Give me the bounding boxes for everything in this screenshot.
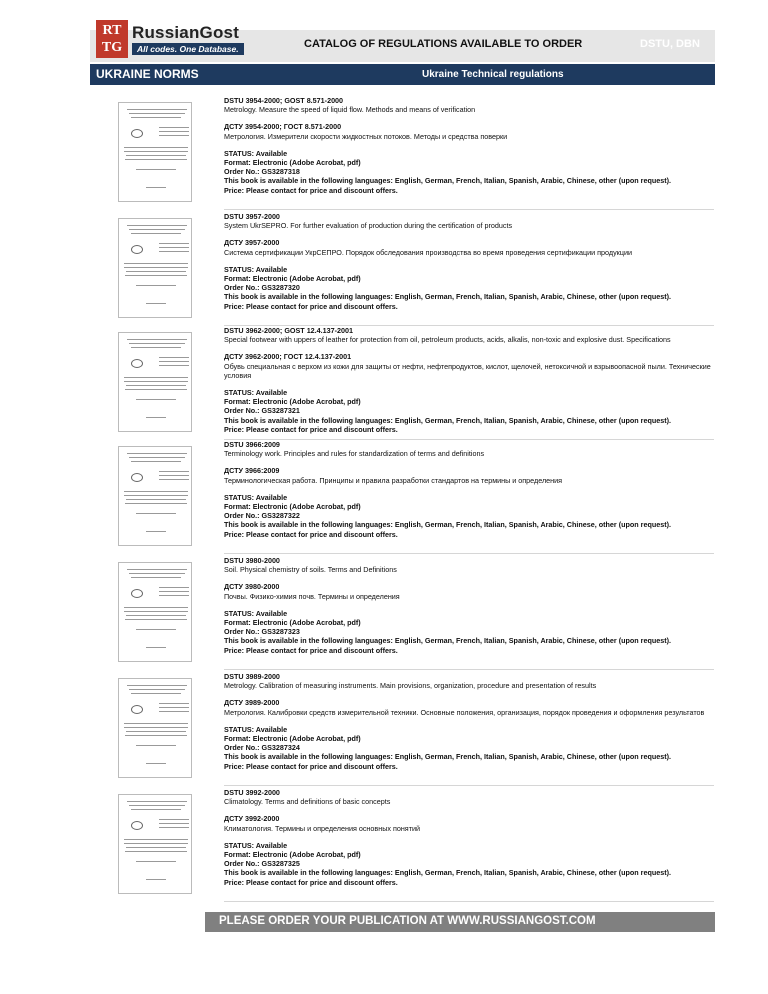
spacer <box>224 344 714 352</box>
cover-text-line <box>159 703 189 704</box>
entry-title-ru: Терминологическая работа. Принципы и правила разработки стандартов на термины и определения <box>224 475 563 485</box>
cover-text-line <box>124 267 188 268</box>
entry-order-number: Order No.: GS3287320 <box>224 283 300 293</box>
emblem-icon <box>131 359 143 368</box>
spacer <box>224 690 714 698</box>
cover-text-line <box>146 303 166 304</box>
spacer <box>224 380 714 388</box>
cover-text-line <box>159 819 189 820</box>
cover-text-line <box>146 187 166 188</box>
cover-text-line <box>124 839 188 840</box>
spacer <box>224 114 714 122</box>
cover-text-line <box>124 147 188 148</box>
spacer <box>224 141 714 149</box>
entry-code-en[interactable]: DSTU 3992-2000 <box>224 788 280 797</box>
section-title: UKRAINE NORMS <box>96 67 199 81</box>
document-cover-thumbnail[interactable] <box>118 446 192 546</box>
entry-languages: This book is available in the following languages: English, German, French, Italian, Spanish, Arabic, Chinese, other (upon request). <box>224 636 672 646</box>
cover-text-line <box>159 595 189 596</box>
cover-text-line <box>127 453 187 454</box>
entry-status: STATUS: Available <box>224 148 288 158</box>
cover-text-line <box>124 723 188 724</box>
cover-text-line <box>131 461 181 462</box>
catalog-entry <box>90 326 715 440</box>
cover-text-line <box>125 735 187 736</box>
cover-text-line <box>125 619 187 620</box>
cover-text-line <box>125 503 187 504</box>
document-cover-thumbnail[interactable] <box>118 562 192 662</box>
entry-languages: This book is available in the following languages: English, German, French, Italian, Spanish, Arabic, Chinese, other (upon request). <box>224 752 672 762</box>
cover-text-line <box>146 879 166 880</box>
catalog-entry <box>90 556 715 670</box>
cover-text-line <box>131 577 181 578</box>
cover-text-line <box>136 399 176 400</box>
category-label: DSTU, DBN <box>640 38 700 50</box>
spacer <box>224 806 714 814</box>
cover-text-line <box>124 151 188 152</box>
cover-text-line <box>127 569 187 570</box>
entry-format: Format: Electronic (Adobe Acrobat, pdf) <box>224 274 361 284</box>
spacer <box>224 230 714 238</box>
catalog-entry <box>90 212 715 326</box>
cover-text-line <box>136 169 176 170</box>
spacer <box>224 257 714 265</box>
entry-code-ru: ДСТУ 3966:2009 <box>224 466 280 476</box>
entry-code-ru: ДСТУ 3989-2000 <box>224 698 280 708</box>
cover-text-line <box>136 629 176 630</box>
cover-text-line <box>159 591 189 592</box>
entry-title-en: System UkrSEPRO. For further evaluation of production during the certification of products <box>224 221 513 231</box>
entry-languages: This book is available in the following languages: English, German, French, Italian, Spanish, Arabic, Chinese, other (upon request). <box>224 520 672 530</box>
entry-details <box>224 672 714 771</box>
cover-text-line <box>124 727 188 728</box>
entry-details <box>224 788 714 887</box>
emblem-icon <box>131 705 143 714</box>
entry-price: Price: Please contact for price and discount offers. <box>224 761 398 771</box>
cover-text-line <box>125 159 187 160</box>
emblem-icon <box>131 473 143 482</box>
spacer <box>224 717 714 725</box>
cover-text-line <box>125 275 187 276</box>
entry-title-ru: Метрология. Измерители скорости жидкостных потоков. Методы и средства поверки <box>224 131 508 141</box>
entry-format: Format: Electronic (Adobe Acrobat, pdf) <box>224 502 361 512</box>
cover-text-line <box>126 847 186 848</box>
entry-status: STATUS: Available <box>224 608 288 618</box>
entry-code-ru: ДСТУ 3980-2000 <box>224 582 280 592</box>
order-link[interactable]: PLEASE ORDER YOUR PUBLICATION AT WWW.RUSSIANGOST.COM <box>219 915 596 927</box>
entry-divider <box>224 901 714 902</box>
entry-divider <box>224 553 714 554</box>
cover-text-line <box>131 117 181 118</box>
cover-text-line <box>131 233 181 234</box>
cover-text-line <box>159 475 189 476</box>
document-cover-thumbnail[interactable] <box>118 332 192 432</box>
catalog-title: CATALOG OF REGULATIONS AVAILABLE TO ORDER <box>304 38 583 50</box>
cover-text-line <box>146 647 166 648</box>
cover-text-line <box>129 573 185 574</box>
entry-title-en: Soil. Physical chemistry of soils. Terms and Definitions <box>224 565 397 575</box>
cover-text-line <box>159 247 189 248</box>
cover-text-line <box>159 471 189 472</box>
cover-text-line <box>159 135 189 136</box>
cover-text-line <box>159 365 189 366</box>
cover-text-line <box>159 127 189 128</box>
cover-text-line <box>124 607 188 608</box>
catalog-entry <box>90 672 715 786</box>
cover-text-line <box>159 827 189 828</box>
cover-text-line <box>124 377 188 378</box>
cover-text-line <box>124 491 188 492</box>
cover-text-line <box>146 417 166 418</box>
entry-order-number: Order No.: GS3287324 <box>224 743 300 753</box>
cover-text-line <box>124 495 188 496</box>
entry-code-ru: ДСТУ 3954-2000; ГОСТ 8.571-2000 <box>224 122 342 132</box>
entry-code-en[interactable]: DSTU 3966:2009 <box>224 440 280 449</box>
cover-text-line <box>126 499 186 500</box>
entry-languages: This book is available in the following languages: English, German, French, Italian, Spanish, Arabic, Chinese, other (upon request). <box>224 868 672 878</box>
cover-text-line <box>129 457 185 458</box>
entry-details <box>224 556 714 655</box>
entry-order-number: Order No.: GS3287325 <box>224 859 300 869</box>
cover-text-line <box>127 109 187 110</box>
entry-price: Price: Please contact for price and discount offers. <box>224 424 398 434</box>
entry-code-ru: ДСТУ 3962-2000; ГОСТ 12.4.137-2001 <box>224 352 352 362</box>
catalog-entry <box>90 96 715 210</box>
entry-title-en: Special footwear with uppers of leather for protection from oil, petroleum products, acids, alkalis, non-toxic and explosive dust. Specifications <box>224 335 671 345</box>
cover-text-line <box>159 131 189 132</box>
cover-text-line <box>131 347 181 348</box>
entry-price: Price: Please contact for price and discount offers. <box>224 301 398 311</box>
cover-text-line <box>127 685 187 686</box>
cover-text-line <box>159 711 189 712</box>
entry-code-ru: ДСТУ 3992-2000 <box>224 814 280 824</box>
catalog-entry <box>90 440 715 554</box>
cover-text-line <box>126 155 186 156</box>
entry-details <box>224 326 714 434</box>
entry-format: Format: Electronic (Adobe Acrobat, pdf) <box>224 734 361 744</box>
cover-text-line <box>136 745 176 746</box>
emblem-icon <box>131 245 143 254</box>
cover-text-line <box>159 251 189 252</box>
cover-text-line <box>127 339 187 340</box>
emblem-icon <box>131 821 143 830</box>
entry-code-en[interactable]: DSTU 3957-2000 <box>224 212 280 221</box>
entry-code-en[interactable]: DSTU 3962-2000; GOST 12.4.137-2001 <box>224 326 354 335</box>
cover-text-line <box>136 285 176 286</box>
entry-title-ru: Система сертификации УкрСЕПРО. Порядок обследования производства во время проведения сертификации продукции <box>224 247 632 257</box>
cover-text-line <box>125 851 187 852</box>
logo-tagline: All codes. One Database. <box>132 43 244 55</box>
spacer <box>224 833 714 841</box>
entry-title-en: Metrology. Calibration of measuring instruments. Main provisions, organization, procedure and presentation of results <box>224 681 597 691</box>
entry-status: STATUS: Available <box>224 724 288 734</box>
cover-text-line <box>136 861 176 862</box>
entry-price: Price: Please contact for price and discount offers. <box>224 185 398 195</box>
entry-status: STATUS: Available <box>224 492 288 502</box>
document-cover-thumbnail[interactable] <box>118 102 192 202</box>
entry-order-number: Order No.: GS3287322 <box>224 511 300 521</box>
entry-status: STATUS: Available <box>224 388 288 398</box>
entry-format: Format: Electronic (Adobe Acrobat, pdf) <box>224 158 361 168</box>
entry-order-number: Order No.: GS3287318 <box>224 167 300 177</box>
russiangost-logo[interactable] <box>96 20 268 58</box>
entry-title-ru: Обувь специальная с верхом из кожи для защиты от нефти, нефтепродуктов, кислот, щелочей, нетоксичной и взрывоопасной пыли. Технические условия <box>224 361 711 380</box>
cover-text-line <box>126 615 186 616</box>
entry-languages: This book is available in the following languages: English, German, French, Italian, Spanish, Arabic, Chinese, other (upon request). <box>224 176 672 186</box>
cover-text-line <box>129 229 185 230</box>
entry-order-number: Order No.: GS3287323 <box>224 627 300 637</box>
entry-price: Price: Please contact for price and discount offers. <box>224 645 398 655</box>
entry-divider <box>224 209 714 210</box>
cover-text-line <box>159 479 189 480</box>
spacer <box>224 601 714 609</box>
entry-title-en: Metrology. Measure the speed of liquid flow. Methods and means of verification <box>224 105 476 115</box>
cover-text-line <box>159 823 189 824</box>
spacer <box>224 458 714 466</box>
cover-text-line <box>124 843 188 844</box>
cover-text-line <box>124 381 188 382</box>
document-cover-thumbnail[interactable] <box>118 678 192 778</box>
emblem-icon <box>131 129 143 138</box>
catalog-entry <box>90 788 715 902</box>
entry-status: STATUS: Available <box>224 840 288 850</box>
entry-status: STATUS: Available <box>224 264 288 274</box>
entry-order-number: Order No.: GS3287321 <box>224 406 300 416</box>
entry-title-en: Climatology. Terms and definitions of basic concepts <box>224 797 391 807</box>
cover-text-line <box>124 263 188 264</box>
entry-title-ru: Почвы. Физико-химия почв. Термины и определения <box>224 591 400 601</box>
cover-text-line <box>124 611 188 612</box>
entry-details <box>224 440 714 539</box>
cover-text-line <box>136 513 176 514</box>
entry-code-ru: ДСТУ 3957-2000 <box>224 238 280 248</box>
cover-text-line <box>129 113 185 114</box>
cover-text-line <box>131 809 181 810</box>
entry-details <box>224 96 714 195</box>
cover-text-line <box>127 801 187 802</box>
document-cover-thumbnail[interactable] <box>118 794 192 894</box>
entry-divider <box>224 785 714 786</box>
document-cover-thumbnail[interactable] <box>118 218 192 318</box>
entry-divider <box>224 669 714 670</box>
cover-text-line <box>159 243 189 244</box>
entry-title-ru: Климатология. Термины и определения основных понятий <box>224 823 421 833</box>
cover-text-line <box>159 361 189 362</box>
entry-format: Format: Electronic (Adobe Acrobat, pdf) <box>224 397 361 407</box>
entry-price: Price: Please contact for price and discount offers. <box>224 529 398 539</box>
cover-text-line <box>129 805 185 806</box>
cover-text-line <box>146 763 166 764</box>
entry-format: Format: Electronic (Adobe Acrobat, pdf) <box>224 618 361 628</box>
cover-text-line <box>146 531 166 532</box>
cover-text-line <box>127 225 187 226</box>
entry-title-en: Terminology work. Principles and rules for standardization of terms and definitions <box>224 449 485 459</box>
cover-text-line <box>125 389 187 390</box>
logo-mark: RT TG <box>96 20 128 58</box>
entry-details <box>224 212 714 311</box>
entry-price: Price: Please contact for price and discount offers. <box>224 877 398 887</box>
cover-text-line <box>129 689 185 690</box>
cover-text-line <box>159 357 189 358</box>
entry-title-ru: Метрология. Калибровки средств измерительной техники. Основные положения, организация, порядок проведения и оформления результатов <box>224 707 705 717</box>
entry-format: Format: Electronic (Adobe Acrobat, pdf) <box>224 850 361 860</box>
spacer <box>224 574 714 582</box>
cover-text-line <box>126 731 186 732</box>
cover-text-line <box>159 587 189 588</box>
entry-code-en[interactable]: DSTU 3980-2000 <box>224 556 280 565</box>
cover-text-line <box>126 385 186 386</box>
cover-text-line <box>159 707 189 708</box>
entry-languages: This book is available in the following languages: English, German, French, Italian, Spanish, Arabic, Chinese, other (upon request). <box>224 292 672 302</box>
entry-languages: This book is available in the following languages: English, German, French, Italian, Spanish, Arabic, Chinese, other (upon request). <box>224 415 672 425</box>
emblem-icon <box>131 589 143 598</box>
entry-code-en[interactable]: DSTU 3954-2000; GOST 8.571-2000 <box>224 96 344 105</box>
cover-text-line <box>129 343 185 344</box>
logo-name: RussianGost <box>132 23 240 42</box>
entry-code-en[interactable]: DSTU 3989-2000 <box>224 672 280 681</box>
spacer <box>224 485 714 493</box>
subsection-title: Ukraine Technical regulations <box>422 69 564 80</box>
cover-text-line <box>126 271 186 272</box>
cover-text-line <box>131 693 181 694</box>
